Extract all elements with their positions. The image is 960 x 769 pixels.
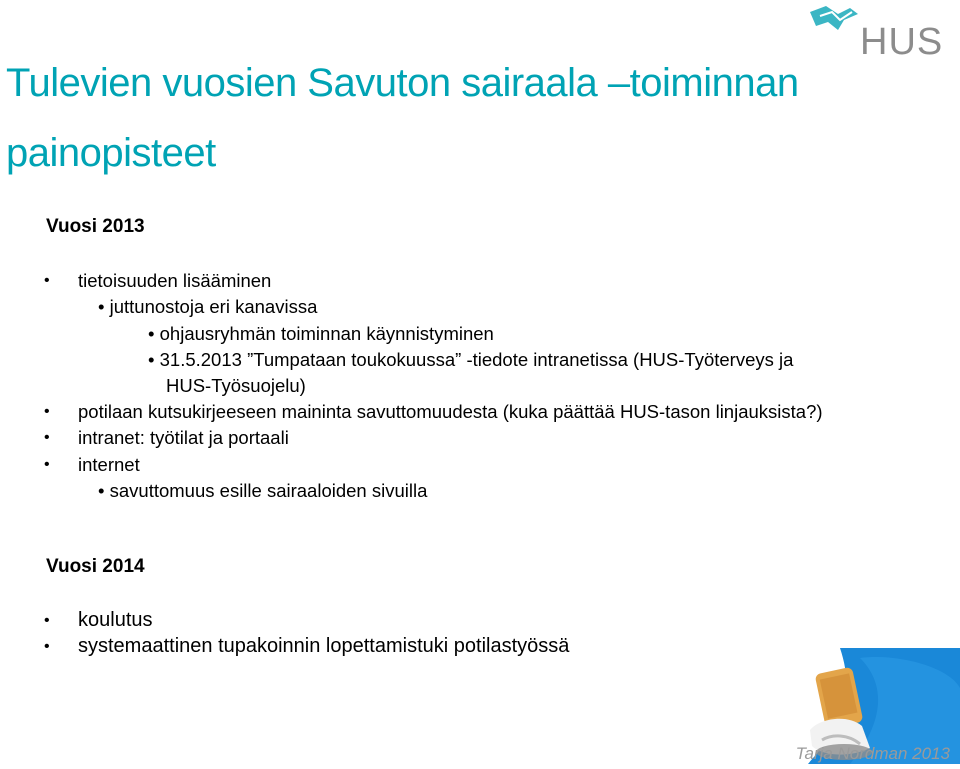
list-item: • savuttomuus esille sairaaloiden sivuilla bbox=[98, 480, 428, 501]
list-item: tietoisuuden lisääminen bbox=[78, 270, 272, 291]
list-item: internet bbox=[78, 454, 140, 475]
year-2013-heading: Vuosi 2013 bbox=[46, 216, 145, 237]
bullet-icon: • bbox=[44, 612, 50, 629]
list-item: intranet: työtilat ja portaali bbox=[78, 427, 289, 448]
year-2014-heading: Vuosi 2014 bbox=[46, 556, 145, 577]
bullet-icon: • bbox=[44, 429, 50, 446]
bullet-icon: • bbox=[148, 323, 155, 344]
list-item: • 31.5.2013 ”Tumpataan toukokuussa” -tiedote intranetissa (HUS-Työterveys ja bbox=[148, 349, 794, 370]
bullet-icon: • bbox=[44, 456, 50, 473]
bullet-icon: • bbox=[44, 272, 50, 289]
list-item: • juttunostoja eri kanavissa bbox=[98, 296, 318, 317]
list-item: potilaan kutsukirjeeseen maininta savuttomuudesta (kuka päättää HUS-tason linjauksista?) bbox=[78, 401, 823, 422]
page-title: Tulevien vuosien Savuton sairaala –toiminnan painopisteet bbox=[6, 61, 799, 175]
bullet-icon: • bbox=[98, 480, 105, 501]
hus-logo-text: HUS bbox=[860, 21, 944, 60]
list-item: koulutus bbox=[78, 609, 153, 631]
list-item: • ohjausryhmän toiminnan käynnistyminen bbox=[148, 323, 494, 344]
footer-author: Tarja Nordman 2013 bbox=[795, 744, 950, 763]
list-item-continuation: HUS-Työsuojelu) bbox=[166, 375, 306, 396]
bullet-icon: • bbox=[98, 296, 105, 317]
bullet-icon: • bbox=[44, 403, 50, 420]
bullet-icon: • bbox=[148, 349, 155, 370]
list-item: systemaattinen tupakoinnin lopettamistuki potilastyössä bbox=[78, 635, 570, 657]
bullet-icon: • bbox=[44, 638, 50, 655]
